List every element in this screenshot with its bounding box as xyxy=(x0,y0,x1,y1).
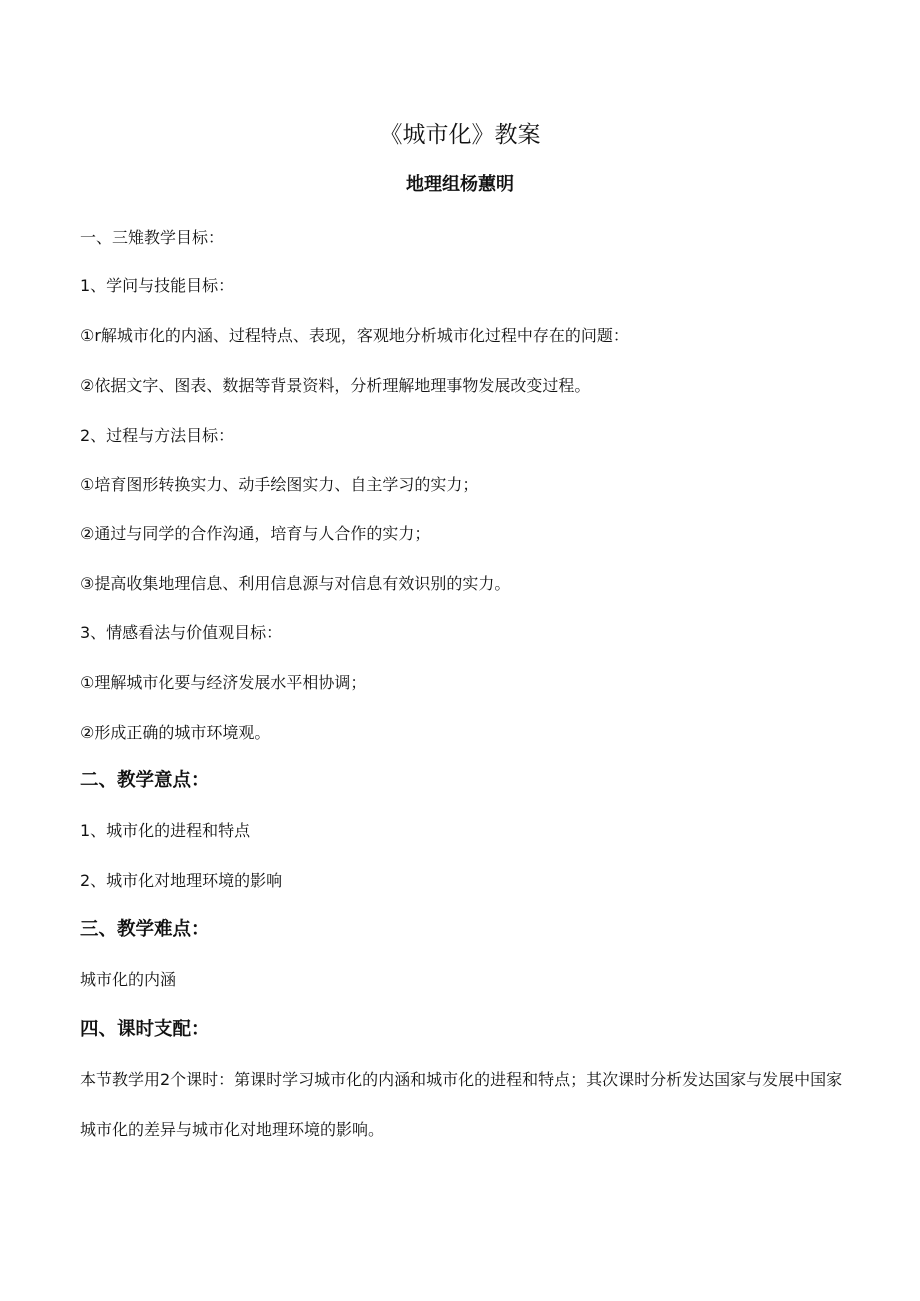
process-goal-item: ①培育图形转换实力、动手绘图实力、自主学习的实力； xyxy=(80,475,479,494)
document-title: 《城市化》教案 xyxy=(379,122,541,148)
key-points-heading: 二、教学意点： xyxy=(80,770,210,791)
emotion-goal-heading: 3、情感看法与价值观目标： xyxy=(80,623,283,642)
goals-heading: 一、三雉教学目标： xyxy=(80,228,225,247)
difficult-point-item: 城市化的内涵 xyxy=(80,970,177,989)
difficult-points-heading: 三、教学难点： xyxy=(80,919,210,940)
key-point-item: 2、城市化对地理环境的影响 xyxy=(80,871,283,890)
schedule-heading: 四、课时支配： xyxy=(80,1019,210,1040)
knowledge-goal-item: ①r解城市化的内涵、过程特点、表现，客观地分析城市化过程中存在的问题： xyxy=(80,326,629,345)
process-goal-item: ③提高收集地理信息、利用信息源与对信息有效识别的实力。 xyxy=(80,574,511,593)
key-point-item: 1、城市化的进程和特点 xyxy=(80,821,251,840)
emotion-goal-item: ②形成正确的城市环境观。 xyxy=(80,723,271,742)
schedule-paragraph: 本节教学用2个课时：第课时学习城市化的内涵和城市化的进程和特点；其次课时分析发达国家与发展中国家城市化的差异与城市化对地理环境的影响。 xyxy=(80,1070,843,1139)
knowledge-goal-heading: 1、学问与技能目标： xyxy=(80,276,235,295)
document-author: 地理组杨蕙明 xyxy=(406,174,514,195)
knowledge-goal-item: ②依据文字、图表、数据等背景资料，分析理解地理事物发展改变过程。 xyxy=(80,376,591,395)
process-goal-heading: 2、过程与方法目标： xyxy=(80,426,235,445)
process-goal-item: ②通过与同学的合作沟通，培育与人合作的实力； xyxy=(80,524,431,543)
emotion-goal-item: ①理解城市化要与经济发展水平相协调； xyxy=(80,673,367,692)
